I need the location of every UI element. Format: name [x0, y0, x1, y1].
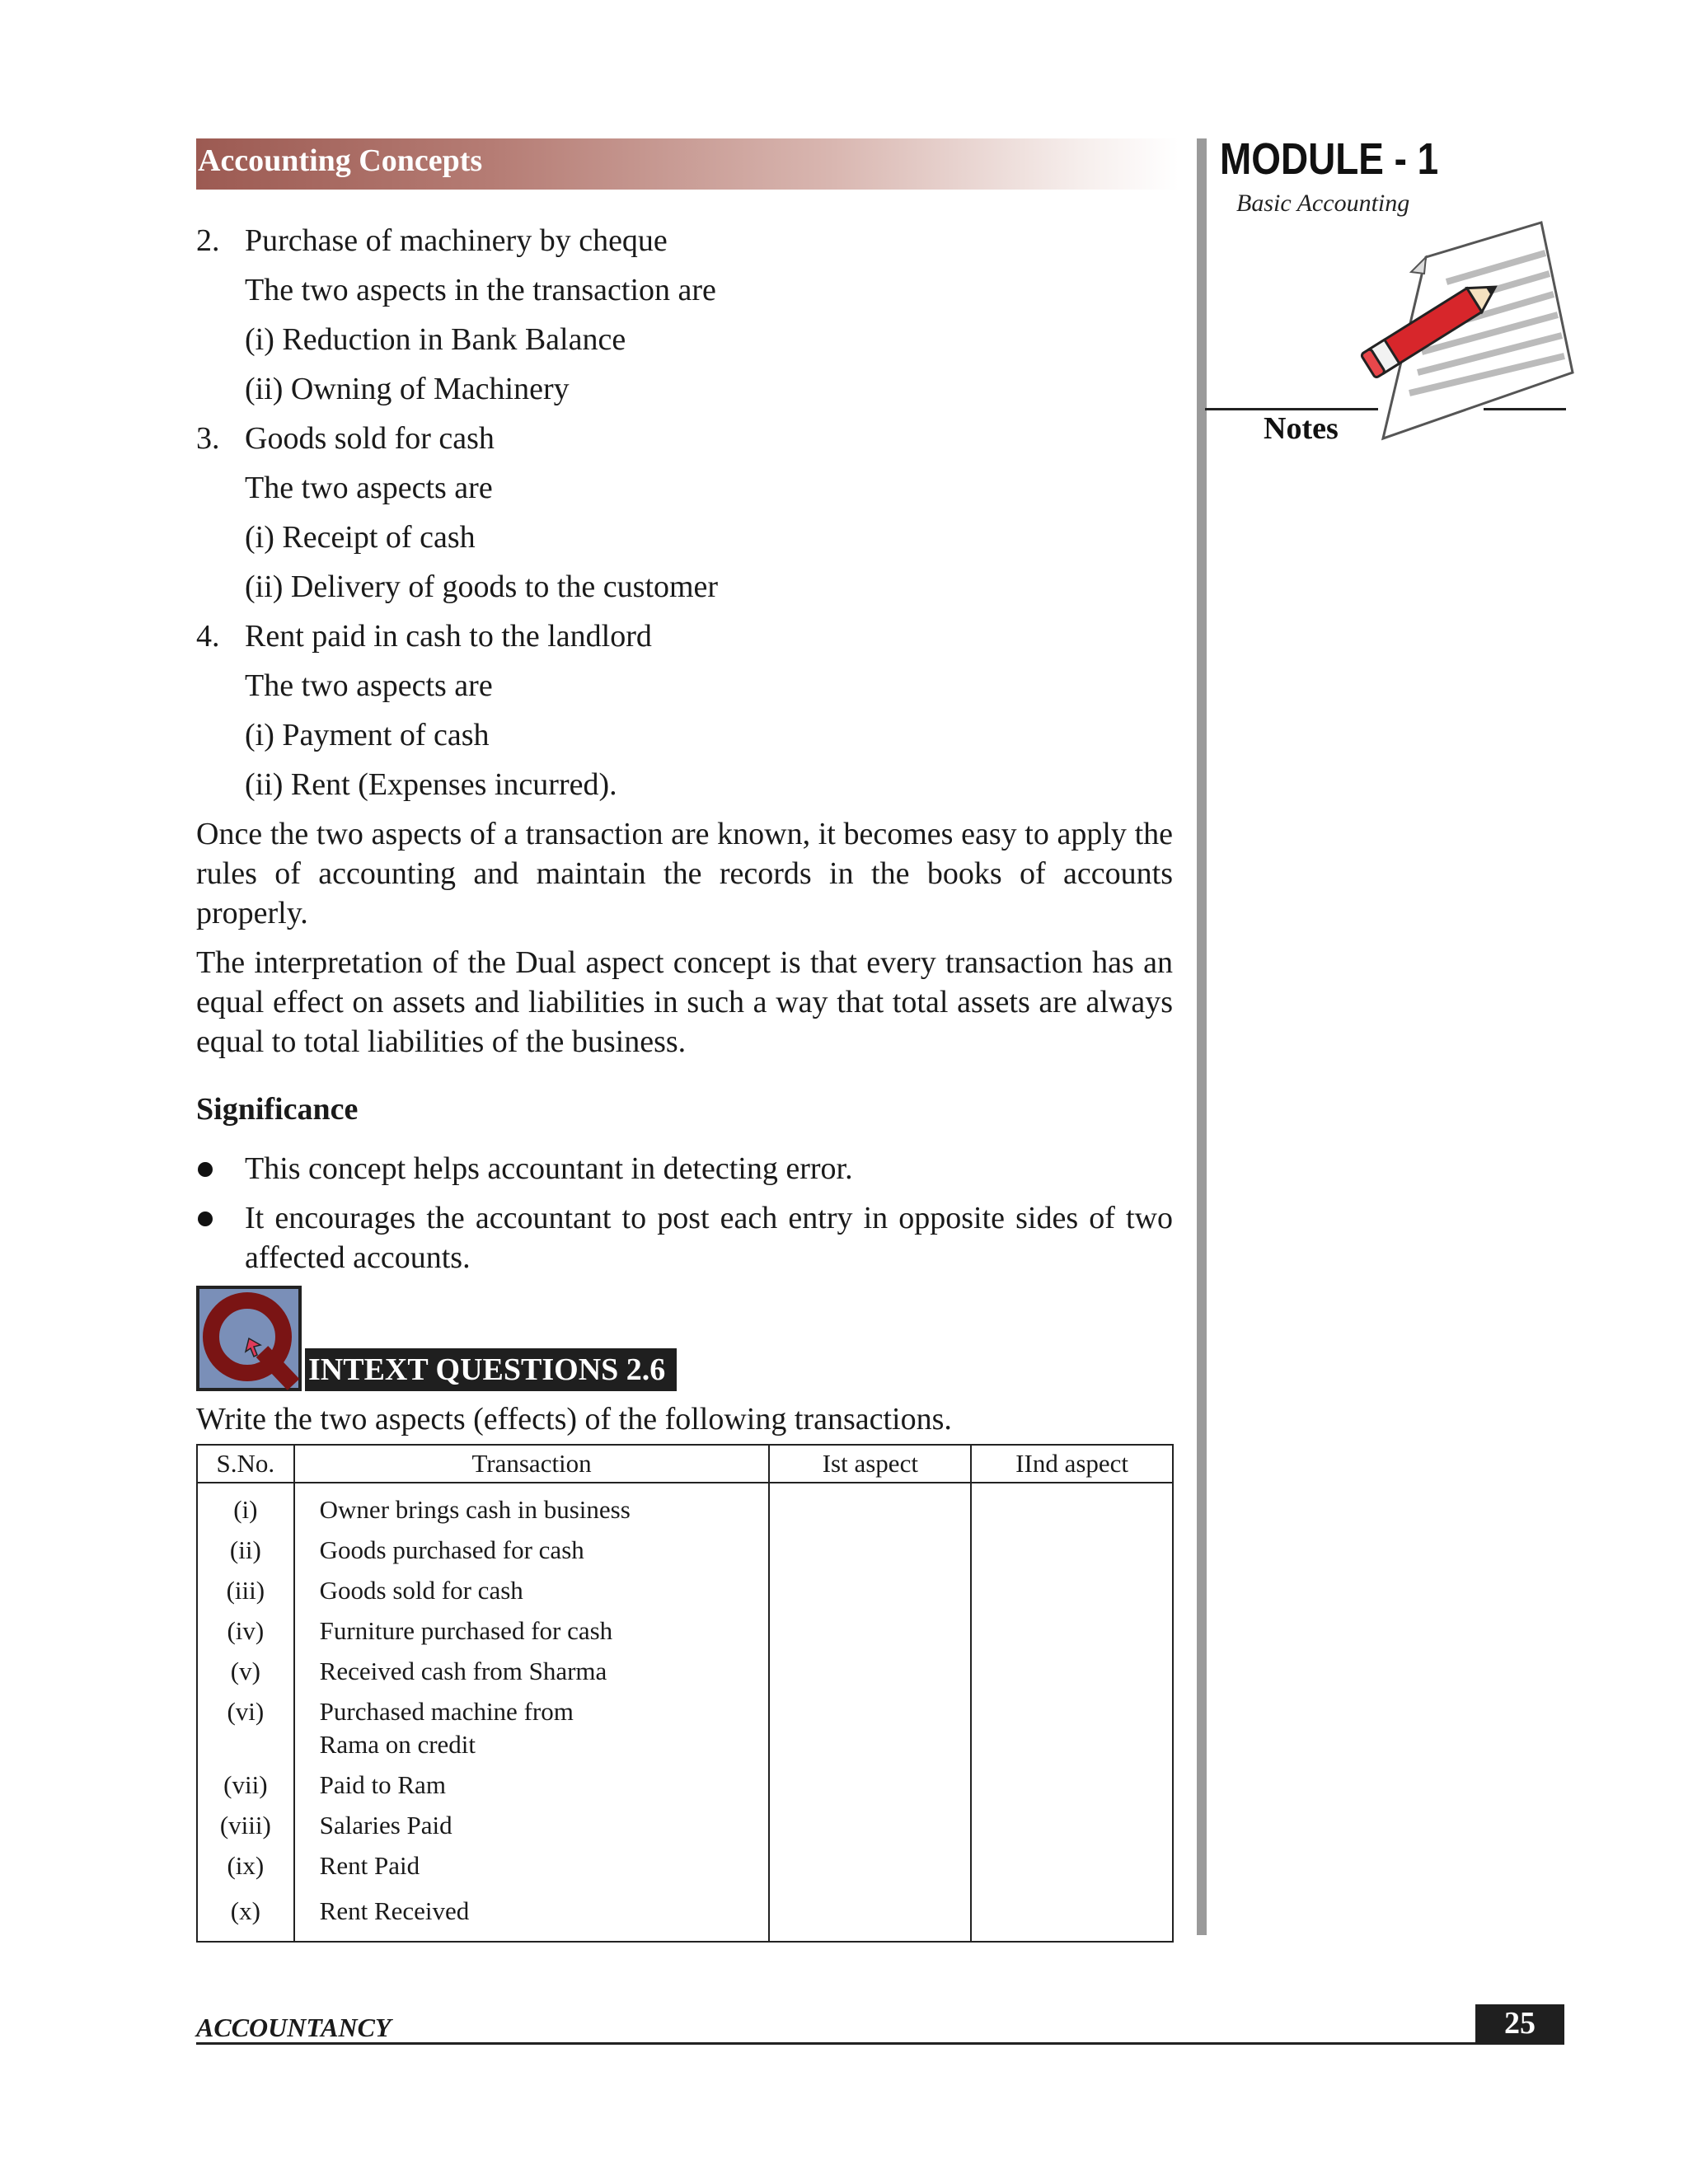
aspect-line: (i) Receipt of cash: [245, 520, 476, 555]
aspect-line: (i) Reduction in Bank Balance: [245, 322, 626, 357]
module-title: MODULE - 1: [1220, 134, 1439, 184]
first-aspect-cell: [769, 1611, 971, 1652]
notes-pencil-icon: [1352, 216, 1574, 447]
notes-label: Notes: [1264, 411, 1339, 446]
second-aspect-cell: [971, 1530, 1173, 1571]
body-paragraph: The interpretation of the Dual aspect concept is that every transaction has an equal effect on assets and liabilities in such a way that total assets are always equal to total liabilities of the business.: [196, 945, 1173, 1059]
table-row: [197, 1571, 1173, 1611]
row-transaction: Owner brings cash in business: [294, 1483, 770, 1530]
table-row: [197, 1846, 1173, 1886]
table-row: [197, 1886, 1173, 1942]
first-aspect-cell: [769, 1530, 971, 1571]
question-q-icon: [196, 1286, 302, 1391]
body-paragraph: Once the two aspects of a transaction are known, it becomes easy to apply the rules of accounting and maintain the records in the books of accounts properly.: [196, 817, 1173, 930]
table-row: [197, 1652, 1173, 1692]
section-title: Accounting Concepts: [198, 143, 483, 178]
row-sno: (vi): [197, 1692, 294, 1765]
footer-subject: ACCOUNTANCY: [196, 2013, 392, 2042]
row-transaction: Rent Paid: [294, 1846, 770, 1886]
table-row: [197, 1483, 1173, 1530]
row-transaction: Received cash from Sharma: [294, 1652, 770, 1692]
first-aspect-cell: [769, 1886, 971, 1942]
page-number: 25: [1475, 2004, 1564, 2044]
item-number: 2.: [196, 223, 220, 258]
row-transaction: Paid to Ram: [294, 1765, 770, 1806]
row-transaction-line: Rama on credit: [319, 1730, 476, 1759]
item-intro: The two aspects are: [245, 471, 493, 505]
aspect-line: (ii) Delivery of goods to the customer: [245, 569, 719, 604]
second-aspect-cell: [971, 1652, 1173, 1692]
row-transaction: Rent Received: [294, 1886, 770, 1942]
row-transaction: Goods sold for cash: [294, 1571, 770, 1611]
footer-rule: [196, 2042, 1564, 2045]
row-transaction-line: Purchased machine from: [319, 1697, 574, 1726]
notes-rule-right: [1484, 408, 1566, 410]
row-transaction: Furniture purchased for cash: [294, 1611, 770, 1652]
item-title: Goods sold for cash: [245, 421, 495, 456]
column-header-transaction: Transaction: [294, 1445, 770, 1483]
item-title: Rent paid in cash to the landlord: [245, 619, 652, 654]
row-transaction: [294, 1692, 770, 1765]
column-header-sno: S.No.: [197, 1445, 294, 1483]
second-aspect-cell: [971, 1765, 1173, 1806]
bullet-text: It encourages the accountant to post each entry in opposite sides of two affected accounts.: [245, 1201, 1173, 1275]
first-aspect-cell: [769, 1571, 971, 1611]
row-sno: (v): [197, 1652, 294, 1692]
row-transaction: Goods purchased for cash: [294, 1530, 770, 1571]
table-row: [197, 1530, 1173, 1571]
second-aspect-cell: [971, 1846, 1173, 1886]
row-sno: (iv): [197, 1611, 294, 1652]
first-aspect-cell: [769, 1652, 971, 1692]
bullet-icon: [198, 1162, 213, 1177]
item-number: 4.: [196, 619, 220, 654]
aspect-line: (i) Payment of cash: [245, 718, 490, 752]
transactions-table: [196, 1444, 1174, 1943]
item-title: Purchase of machinery by cheque: [245, 223, 668, 258]
table-header-row: [197, 1445, 1173, 1483]
bullet-icon: [198, 1212, 213, 1226]
row-sno: (vii): [197, 1765, 294, 1806]
aspect-line: (ii) Owning of Machinery: [245, 372, 570, 406]
table-row: [197, 1611, 1173, 1652]
column-header-first-aspect: Ist aspect: [769, 1445, 971, 1483]
row-sno: (viii): [197, 1806, 294, 1846]
row-sno: (x): [197, 1886, 294, 1942]
row-transaction: Salaries Paid: [294, 1806, 770, 1846]
second-aspect-cell: [971, 1611, 1173, 1652]
table-row: [197, 1692, 1173, 1765]
table-row: [197, 1806, 1173, 1846]
significance-heading: Significance: [196, 1092, 359, 1127]
second-aspect-cell: [971, 1483, 1173, 1530]
module-subtitle: Basic Accounting: [1236, 190, 1410, 217]
aspect-line: (ii) Rent (Expenses incurred).: [245, 767, 617, 802]
row-sno: (iii): [197, 1571, 294, 1611]
second-aspect-cell: [971, 1806, 1173, 1846]
first-aspect-cell: [769, 1806, 971, 1846]
row-sno: (ix): [197, 1846, 294, 1886]
item-number: 3.: [196, 421, 220, 456]
row-sno: (ii): [197, 1530, 294, 1571]
question-instruction: Write the two aspects (effects) of the following transactions.: [196, 1402, 952, 1436]
row-sno: (i): [197, 1483, 294, 1530]
intext-questions-banner: INTEXT QUESTIONS 2.6: [305, 1348, 677, 1391]
item-intro: The two aspects are: [245, 668, 493, 703]
first-aspect-cell: [769, 1765, 971, 1806]
column-header-second-aspect: IInd aspect: [971, 1445, 1173, 1483]
second-aspect-cell: [971, 1692, 1173, 1765]
first-aspect-cell: [769, 1692, 971, 1765]
item-intro: The two aspects in the transaction are: [245, 273, 716, 307]
second-aspect-cell: [971, 1571, 1173, 1611]
bullet-text: This concept helps accountant in detecting error.: [245, 1151, 853, 1186]
table-row: [197, 1765, 1173, 1806]
first-aspect-cell: [769, 1483, 971, 1530]
first-aspect-cell: [769, 1846, 971, 1886]
second-aspect-cell: [971, 1886, 1173, 1942]
